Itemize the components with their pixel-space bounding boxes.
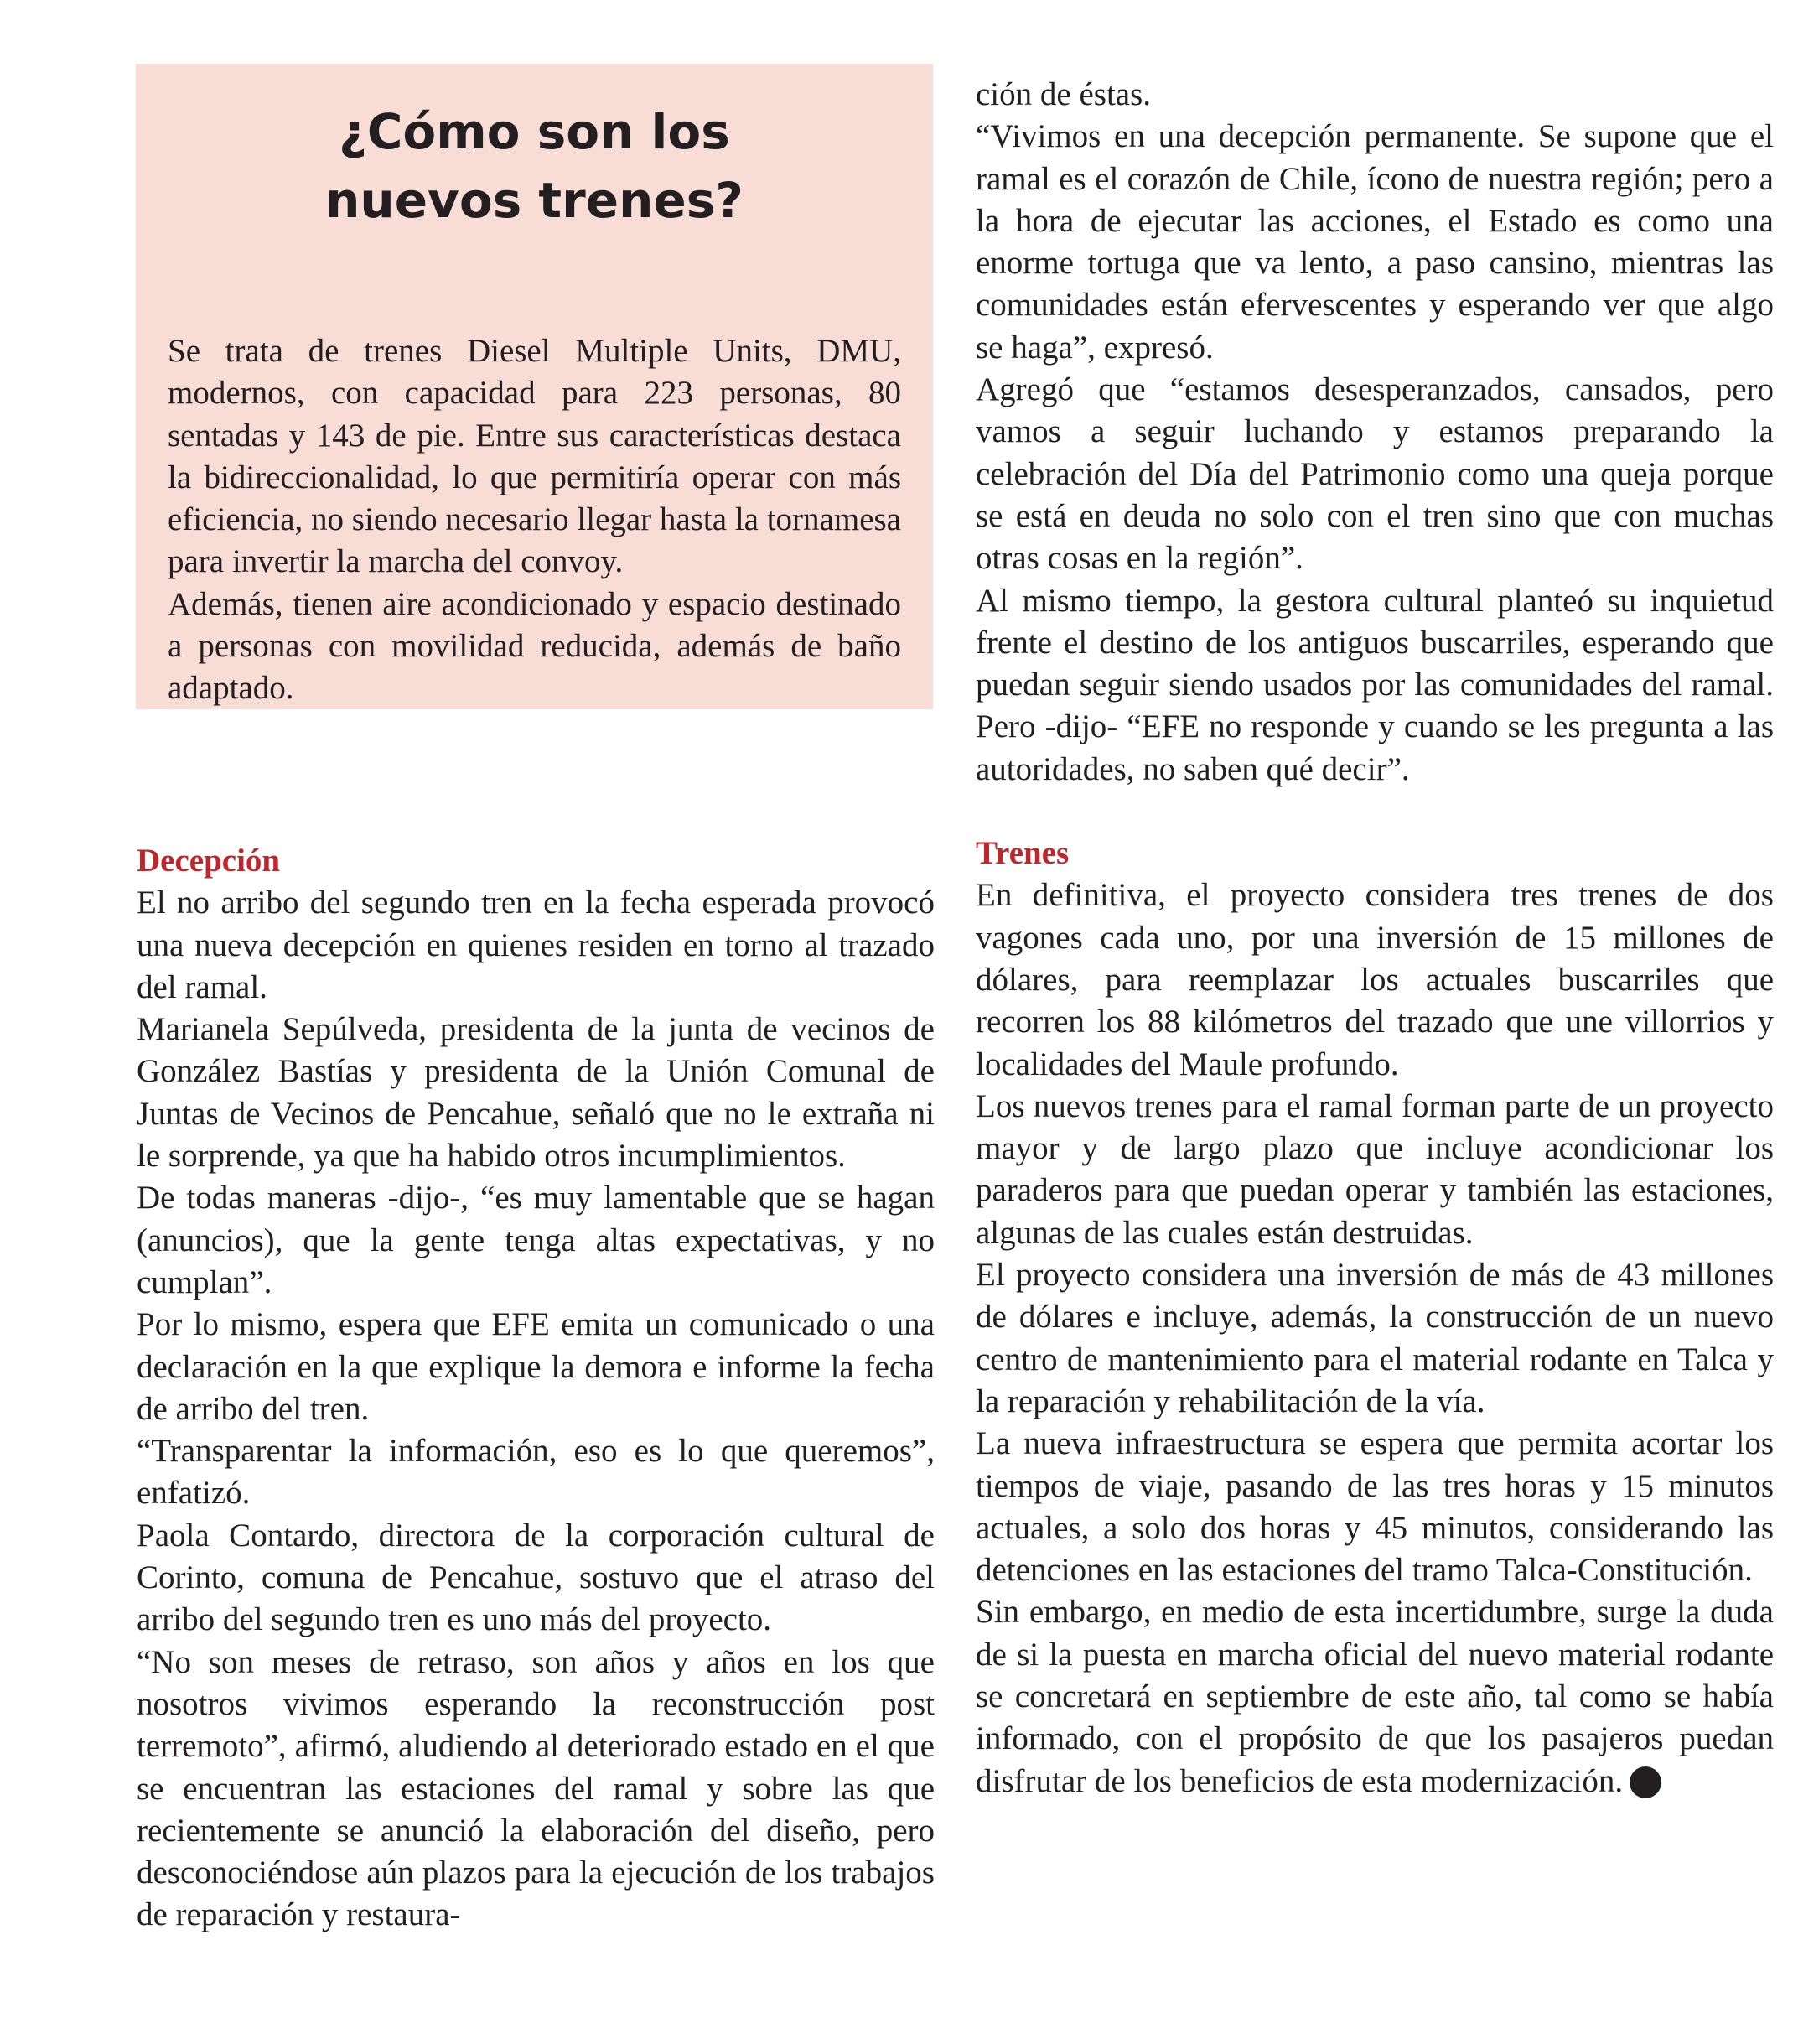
article-paragraph: Al mismo tiempo, la gestora cultural planteó su inquietud frente el destino de los antiguos buscarriles, esperando que puedan seguir siendo usados por las comunidades del ramal. Pero -dijo- “EFE no responde y cuando se les pregunta a las autoridades, no saben qué decir”.: [976, 582, 1774, 787]
article-paragraph: “No son meses de retraso, son años y años en los que nosotros vivimos esperando la reconstrucción post terremoto”, afirmó, aludiendo al deteriorado estado en el que se encuentran las estaciones del ramal y sobre las que recientemente se anunció la elaboración del diseño, pero desconociéndose aún plazos para la ejecución de los trabajos de reparación y restaura-: [137, 1643, 935, 1933]
article-last-text: Sin embargo, en medio de esta incertidumbre, surge la duda de si la puesta en marcha oficial del nuevo material rodante se concretará en septiembre de este año, tal como se había informado, con el propósito de que los pasajeros puedan disfrutar de los beneficios de esta modernización.: [976, 1594, 1774, 1799]
section-spacer: [976, 791, 1774, 833]
right-column: [976, 74, 1774, 1803]
article-paragraph: El proyecto considera una inversión de más de 43 millones de dólares e incluye, además, la construcción de un nuevo centro de mantenimiento para el material rodante en Talca y la reparación y rehabilitación de la vía.: [976, 1257, 1774, 1419]
section-title-decepcion: Decepción: [137, 843, 281, 879]
box-body: [168, 330, 901, 710]
article-paragraph: Agregó que “estamos desesperanzados, cansados, pero vamos a seguir luchando y estamos preparando la celebración del Día del Patrimonio como una queja porque se está en deuda no solo con el tren sino que con muchas otras cosas en la región”.: [976, 371, 1774, 577]
left-column: [137, 840, 935, 1937]
box-title-line-2: nuevos trenes?: [325, 172, 744, 229]
article-paragraph: Por lo mismo, espera que EFE emita un comunicado o una declaración en la que explique la demora e informe la fecha de arribo del tren.: [137, 1306, 935, 1427]
article-paragraph-last: [976, 1591, 1774, 1802]
box-paragraph: Además, tienen aire acondicionado y espacio destinado a personas con movilidad reducida, además de baño adaptado.: [168, 585, 901, 707]
article-paragraph: En definitiva, el proyecto considera tres trenes de dos vagones cada uno, por una inversión de 15 millones de dólares, para reemplazar los actuales buscarriles que recorren los 88 kilómetros del trazado que une villorrios y localidades del Maule profundo.: [976, 877, 1774, 1082]
box-paragraph: Se trata de trenes Diesel Multiple Units, DMU, modernos, con capacidad para 223 personas, 80 sentadas y 143 de pie. Entre sus características destaca la bidireccionalidad, lo que permitiría operar con más eficiencia, no siendo necesario llegar hasta la tornamesa para invertir la marcha del convoy.: [168, 333, 901, 580]
article-paragraph: “Transparentar la información, eso es lo que queremos”, enfatizó.: [137, 1433, 935, 1512]
article-paragraph: Marianela Sepúlveda, presidenta de la junta de vecinos de González Bastías y presidenta de la Unión Comunal de Juntas de Vecinos de Pencahue, señaló que no le extraña ni le sorprende, ya que ha habido otros incumplimientos.: [137, 1011, 935, 1175]
section-title-trenes: Trenes: [976, 835, 1070, 872]
article-paragraph: La nueva infraestructura se espera que permita acortar los tiempos de viaje, pasando de las tres horas y 15 minutos actuales, a solo dos horas y 45 minutos, considerando las detenciones en las estaciones del tramo Talca-Constitución.: [976, 1425, 1774, 1589]
info-box: [136, 64, 933, 709]
article-paragraph: Los nuevos trenes para el ramal forman parte de un proyecto mayor y de largo plazo que incluye acondicionar los paraderos para que puedan operar y también las estaciones, algunas de las cuales están destruidas.: [976, 1087, 1774, 1251]
end-of-article-dot-icon: [1630, 1766, 1661, 1798]
article-paragraph: ción de éstas.: [976, 76, 1152, 112]
article-paragraph: El no arribo del segundo tren en la fecha esperada provocó una nueva decepción en quienes residen en torno al trazado del ramal.: [137, 885, 935, 1005]
article-paragraph: De todas maneras -dijo-, “es muy lamentable que se hagan (anuncios), que la gente tenga altas expectativas, y no cumplan”.: [137, 1180, 935, 1300]
article-paragraph: Paola Contardo, directora de la corporación cultural de Corinto, comuna de Pencahue, sostuvo que el atraso del arribo del segundo tren es uno más del proyecto.: [137, 1517, 935, 1638]
box-title-line-1: ¿Cómo son los: [339, 103, 730, 160]
box-title: [136, 97, 933, 235]
article-paragraph: “Vivimos en una decepción permanente. Se supone que el ramal es el corazón de Chile, ícono de nuestra región; pero a la hora de ejecutar las acciones, el Estado es como una enorme tortuga que va lento, a paso cansino, mientras las comunidades están efervescentes y esperando ver que algo se haga”, expresó.: [976, 118, 1774, 366]
